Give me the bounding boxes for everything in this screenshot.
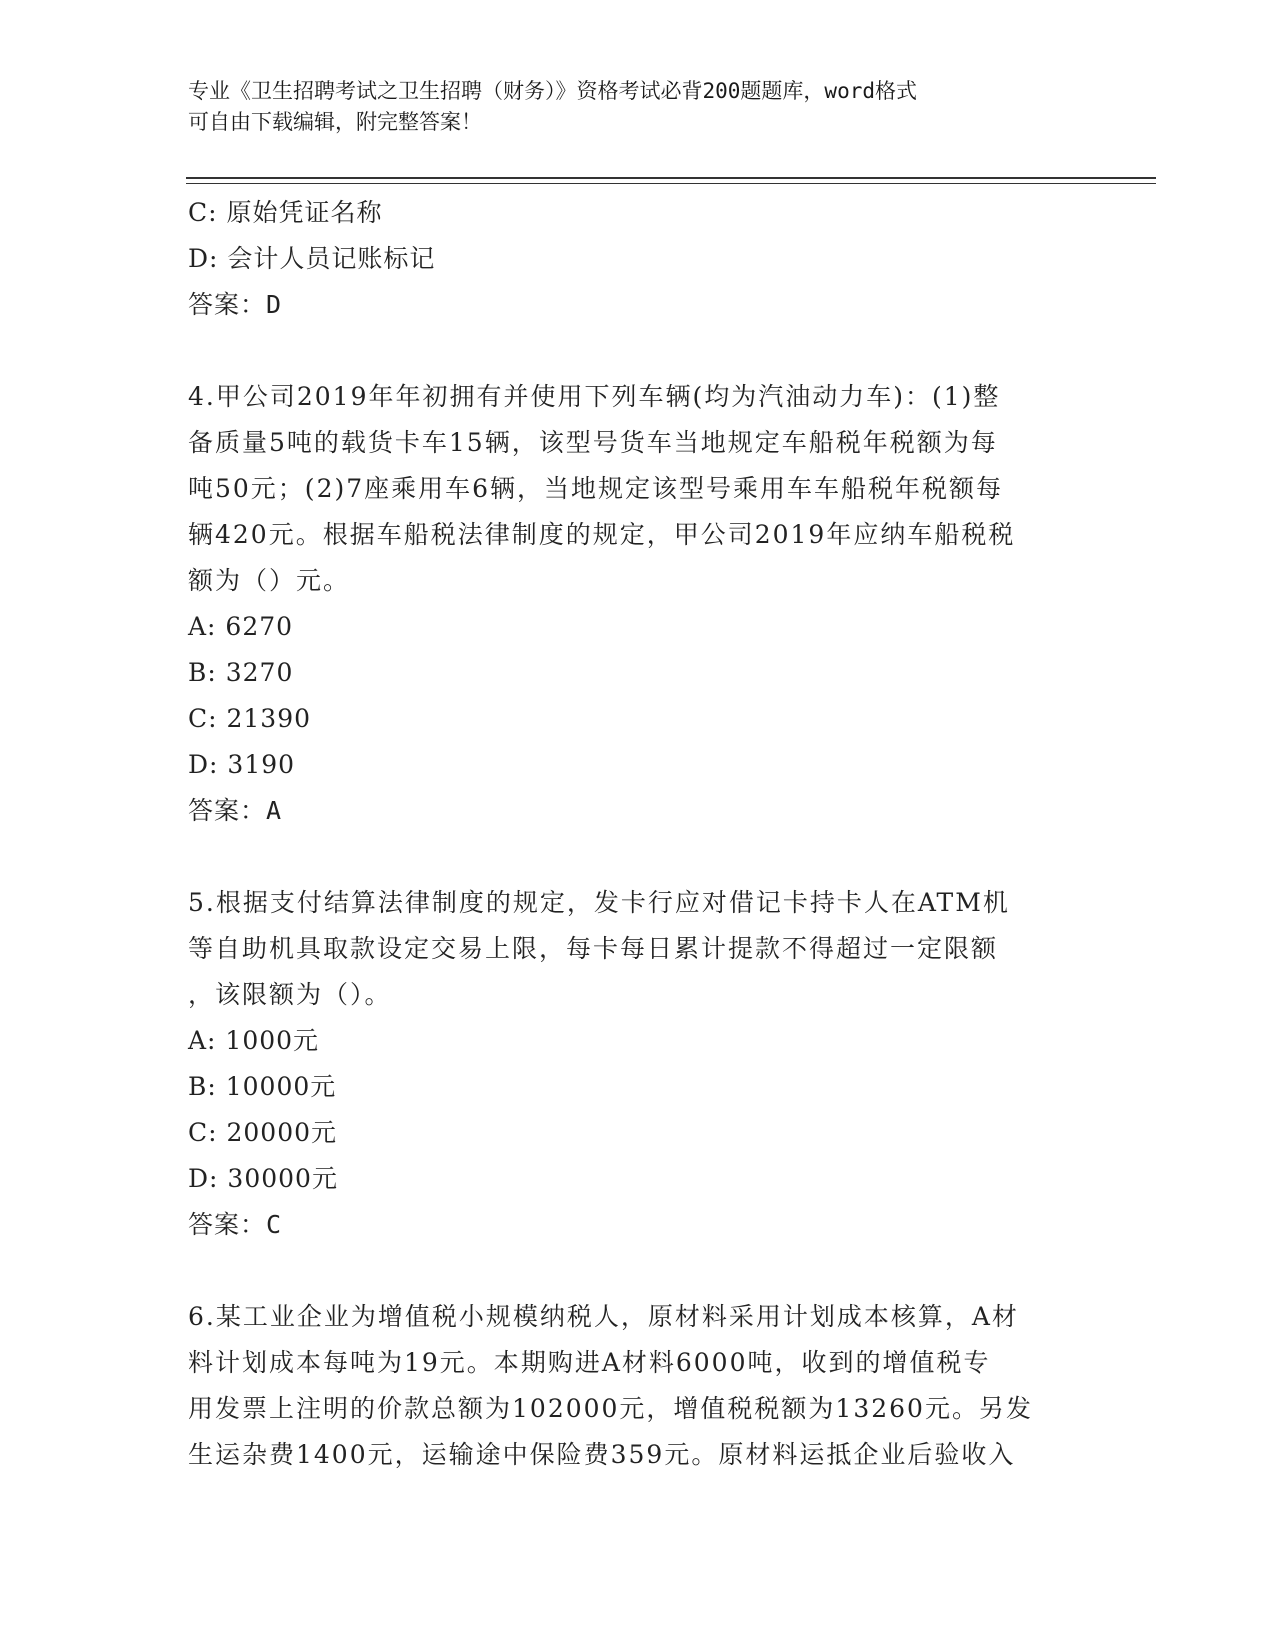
question-6 bbox=[188, 1294, 1078, 1478]
question-line: 4.甲公司2019年年初拥有并使用下列车辆(均为汽油动力车)：(1)整 bbox=[188, 382, 1001, 411]
question-5 bbox=[188, 880, 1078, 1248]
question-line: 等自助机具取款设定交易上限，每卡每日累计提款不得超过一定限额 bbox=[188, 934, 999, 963]
option-b: B: 10000元 bbox=[188, 1072, 337, 1101]
spacer bbox=[188, 834, 1078, 880]
option-d: D: 3190 bbox=[188, 750, 296, 779]
option-a: A: 6270 bbox=[188, 612, 294, 641]
question-line: 用发票上注明的价款总额为102000元，增值税税额为13260元。另发 bbox=[188, 1394, 1033, 1423]
header-rule-thick bbox=[186, 177, 1156, 179]
answer: 答案：D bbox=[188, 290, 283, 319]
question-4 bbox=[188, 374, 1078, 834]
option-c: C: 20000元 bbox=[188, 1118, 338, 1147]
question-line: 6.某工业企业为增值税小规模纳税人，原材料采用计划成本核算，A材 bbox=[188, 1302, 1019, 1331]
question-3 bbox=[188, 190, 1078, 328]
question-line: 生运杂费1400元，运输途中保险费359元。原材料运抵企业后验收入 bbox=[188, 1440, 1016, 1469]
question-text bbox=[188, 1294, 1078, 1478]
header-line-1: 专业《卫生招聘考试之卫生招聘（财务）》资格考试必背200题题库，word格式 bbox=[188, 79, 917, 103]
document-header bbox=[188, 76, 1068, 138]
option-a: A: 1000元 bbox=[188, 1026, 320, 1055]
question-text bbox=[188, 374, 1078, 604]
spacer bbox=[188, 328, 1078, 374]
question-line: 吨50元；(2)7座乘用车6辆，当地规定该型号乘用车车船税年税额每 bbox=[188, 474, 1004, 503]
option-c: C: 21390 bbox=[188, 704, 312, 733]
question-line: 5.根据支付结算法律制度的规定，发卡行应对借记卡持卡人在ATM机 bbox=[188, 888, 1010, 917]
question-line: 辆420元。根据车船税法律制度的规定，甲公司2019年应纳车船税税 bbox=[188, 520, 1016, 549]
answer: 答案：C bbox=[188, 1210, 283, 1239]
question-line: 料计划成本每吨为19元。本期购进A材料6000吨，收到的增值税专 bbox=[188, 1348, 991, 1377]
option-b: B: 3270 bbox=[188, 658, 294, 687]
question-line: 额为（）元。 bbox=[188, 566, 351, 595]
header-rule-thin bbox=[186, 183, 1156, 184]
option-d: D: 会计人员记账标记 bbox=[188, 244, 436, 273]
option-d: D: 30000元 bbox=[188, 1164, 338, 1193]
header-line-2: 可自由下载编辑，附完整答案！ bbox=[188, 110, 482, 134]
spacer bbox=[188, 1248, 1078, 1294]
document-body bbox=[188, 190, 1078, 1478]
question-text bbox=[188, 880, 1078, 1018]
option-c: C: 原始凭证名称 bbox=[188, 198, 383, 227]
question-line: 备质量5吨的载货卡车15辆，该型号货车当地规定车船税年税额为每 bbox=[188, 428, 998, 457]
question-line: ，该限额为（）。 bbox=[188, 980, 392, 1009]
answer: 答案：A bbox=[188, 796, 283, 825]
